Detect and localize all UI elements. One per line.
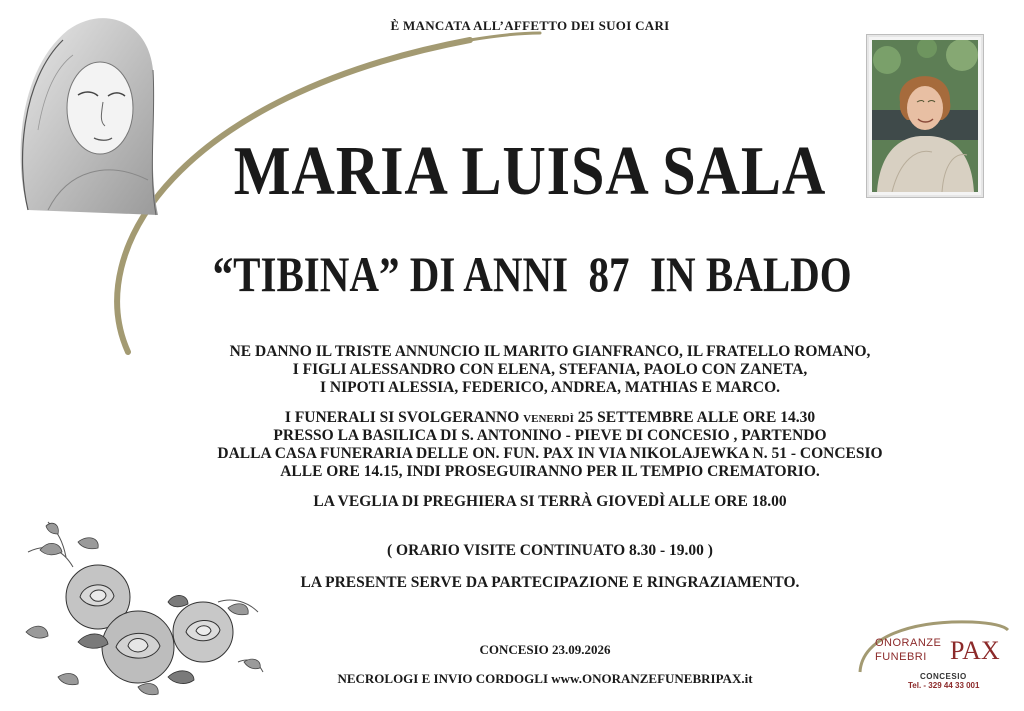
funeral-line bbox=[0, 409, 1024, 427]
funeral-paragraph bbox=[0, 409, 1024, 481]
logo-brand: PAX bbox=[950, 636, 1000, 665]
announcement-line: NE DANNO IL TRISTE ANNUNCIO IL MARITO GIANFRANCO, IL FRATELLO ROMANO, bbox=[229, 343, 871, 360]
funeral-line: DALLA CASA FUNERARIA DELLE ON. FUN. PAX IN VIA NIKOLAJEWKA N. 51 - CONCESIO bbox=[217, 445, 883, 462]
deceased-name: MARIA LUISA SALA bbox=[233, 133, 827, 210]
logo-city: CONCESIO bbox=[920, 672, 967, 681]
thanks-text: LA PRESENTE SERVE DA PARTECIPAZIONE E RINGRAZIAMENTO. bbox=[300, 574, 800, 591]
condolences-footer: NECROLOGI E INVIO CORDOGLI www.ONORANZEFUNEBRIPAX.it bbox=[337, 671, 753, 686]
intro-text: È MANCATA ALL’AFFETTO DEI SUOI CARI bbox=[390, 18, 670, 33]
place-date: CONCESIO 23.09.2026 bbox=[479, 642, 611, 657]
visit-hours-text: ( ORARIO VISITE CONTINUATO 8.30 - 19.00 ) bbox=[387, 542, 713, 559]
roses-illustration bbox=[18, 512, 268, 707]
announcement-line: I FIGLI ALESSANDRO CON ELENA, STEFANIA, PAOLO CON ZANETA, bbox=[292, 361, 808, 378]
logo-phone: Tel. - 329 44 33 001 bbox=[908, 681, 980, 690]
logo-line-2: FUNEBRI bbox=[875, 651, 927, 663]
funeral-line: ALLE ORE 14.15, INDI PROSEGUIRANNO PER IL TEMPIO CREMATORIO. bbox=[280, 463, 820, 480]
funeral-line: PRESSO LA BASILICA DI S. ANTONINO - PIEVE DI CONCESIO , PARTENDO bbox=[273, 427, 827, 444]
vigil-text: LA VEGLIA DI PREGHIERA SI TERRÀ GIOVEDÌ ALLE ORE 18.00 bbox=[313, 493, 787, 510]
announcement-paragraph bbox=[0, 343, 1024, 397]
funeral-day: venerdì bbox=[523, 409, 574, 426]
funeral-line-start: I FUNERALI SI SVOLGERANNO bbox=[284, 409, 524, 426]
announcement-line: I NIPOTI ALESSIA, FEDERICO, ANDREA, MATHIAS E MARCO. bbox=[319, 379, 781, 396]
funeral-line-end: 25 SETTEMBRE ALLE ORE 14.30 bbox=[573, 409, 816, 426]
logo-line-1: ONORANZE bbox=[875, 637, 942, 649]
deceased-subtitle: “TIBINA” DI ANNI 87 IN BALDO bbox=[212, 246, 852, 302]
